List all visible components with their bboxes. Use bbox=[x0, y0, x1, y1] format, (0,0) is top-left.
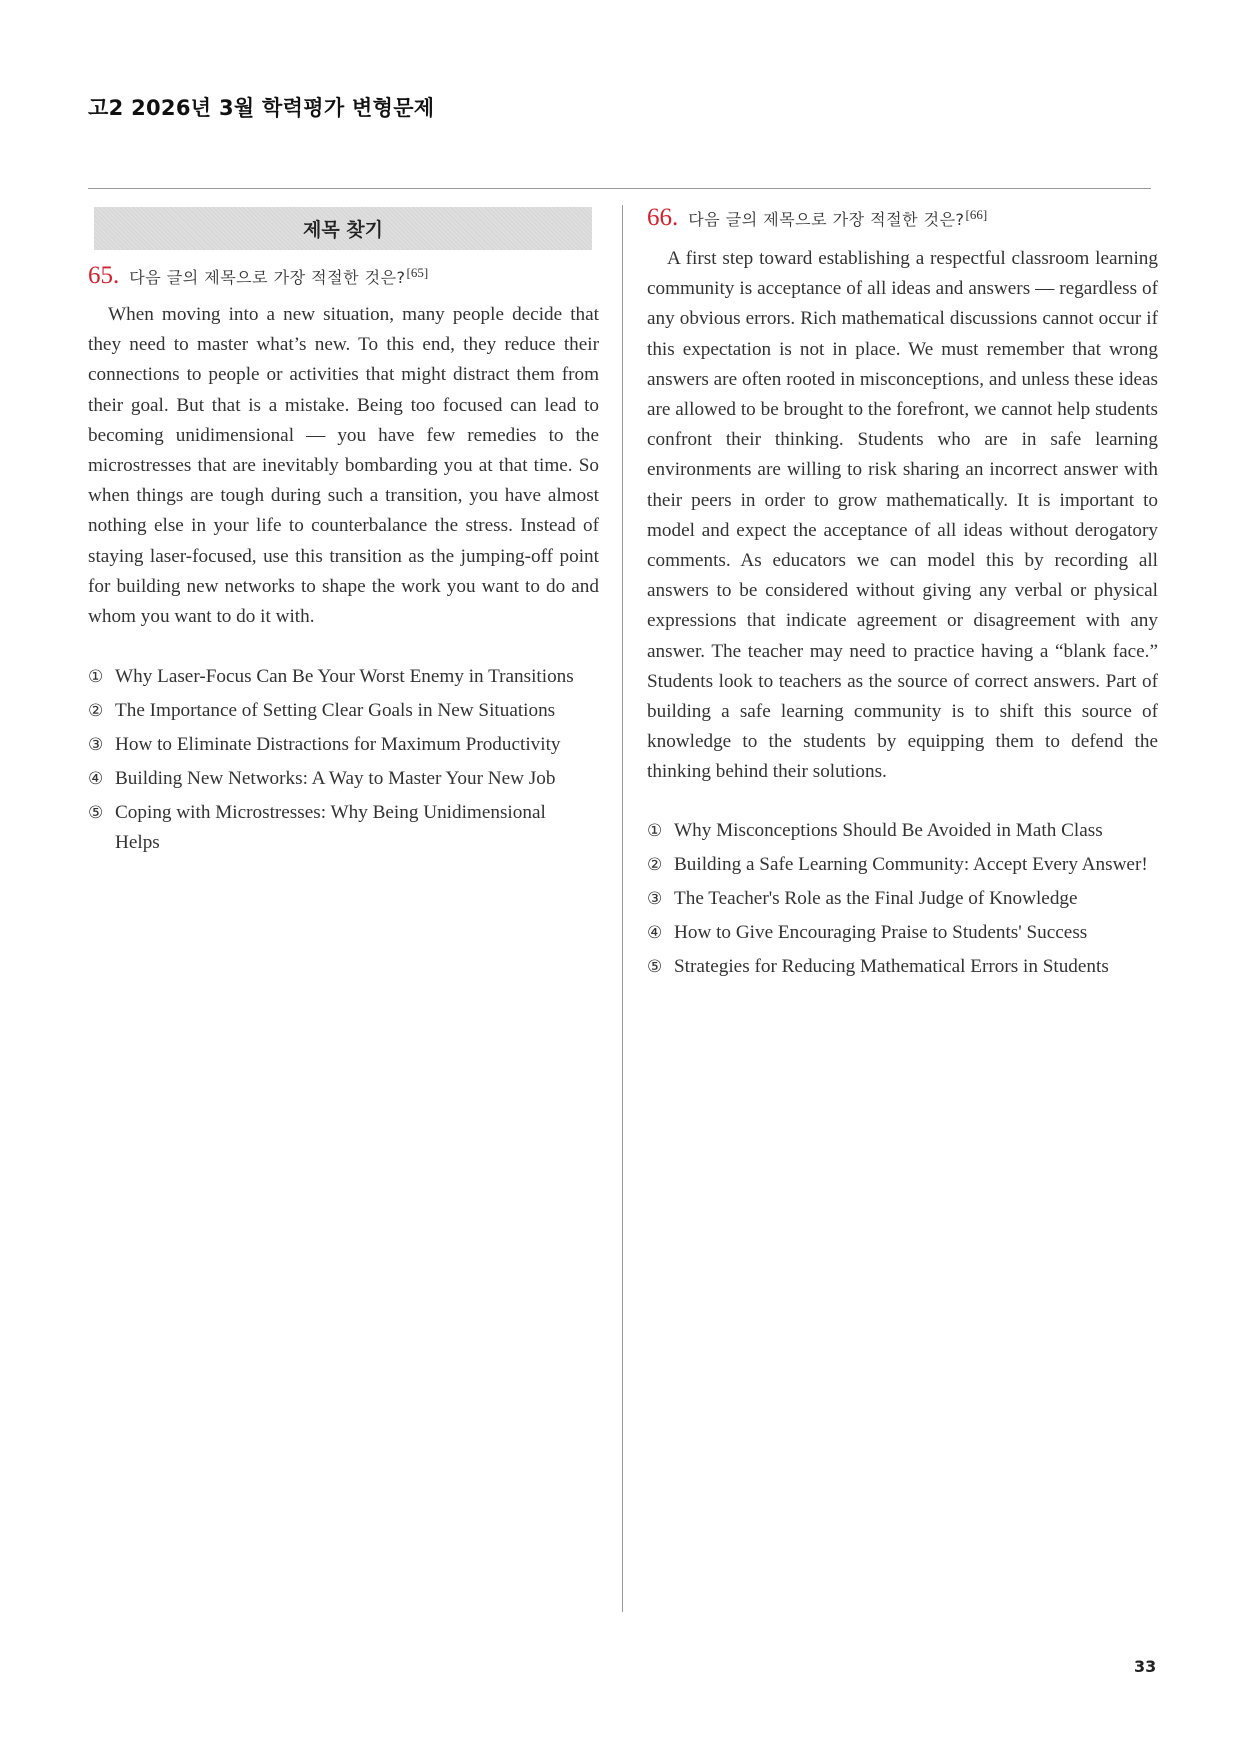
answer-option-1[interactable] bbox=[88, 662, 599, 692]
option-marker: ③ bbox=[647, 888, 663, 909]
answer-option-3[interactable] bbox=[88, 730, 599, 760]
option-text: Strategies for Reducing Mathematical Errors in Students bbox=[674, 955, 1109, 977]
question-reference: [65] bbox=[406, 265, 429, 280]
option-marker: ④ bbox=[88, 769, 104, 790]
option-text: Building New Networks: A Way to Master Your New Job bbox=[115, 768, 556, 790]
option-marker: ⑤ bbox=[647, 956, 663, 977]
answer-options bbox=[647, 816, 1158, 982]
page-header-title: 고2 2026년 3월 학력평가 변형문제 bbox=[88, 96, 435, 120]
header-divider bbox=[88, 188, 1151, 189]
answer-option-2[interactable] bbox=[647, 850, 1158, 880]
answer-options bbox=[88, 662, 599, 858]
answer-option-5[interactable] bbox=[88, 798, 599, 858]
option-marker: ② bbox=[647, 854, 663, 875]
answer-option-1[interactable] bbox=[647, 816, 1158, 846]
passage: When moving into a new situation, many people decide that they need to master what’s new. To this end, they reduce their connections to people or activities that might distract them from their goal. But that is a mistake. Being too focused can lead to becoming unidimensional — you have few remedies to the microstresses that are inevitably bombarding you at that time. So when things are tough during such a transition, you have almost nothing else in your life to counterbalance the stress. Instead of staying laser-focused, use this transition as the jumping-off point for building new networks to shape the work you want to do and whom you want to do it with. bbox=[88, 304, 599, 628]
option-text: How to Give Encouraging Praise to Students' Success bbox=[674, 921, 1088, 943]
question-prompt: 다음 글의 제목으로 가장 적절한 것은? bbox=[688, 210, 965, 229]
option-text: The Teacher's Role as the Final Judge of Knowledge bbox=[674, 887, 1078, 909]
answer-option-5[interactable] bbox=[647, 952, 1158, 982]
answer-option-2[interactable] bbox=[88, 696, 599, 726]
option-text: Building a Safe Learning Community: Accept Every Answer! bbox=[674, 853, 1148, 875]
answer-option-3[interactable] bbox=[647, 884, 1158, 914]
option-marker: ③ bbox=[88, 735, 104, 756]
page-number: 33 bbox=[1134, 1657, 1157, 1676]
question-header bbox=[647, 204, 1158, 238]
option-marker: ① bbox=[88, 667, 104, 688]
option-text: How to Eliminate Distractions for Maximum Productivity bbox=[115, 734, 561, 756]
question-number: 66. bbox=[647, 204, 679, 231]
option-text: The Importance of Setting Clear Goals in New Situations bbox=[115, 700, 556, 722]
option-text: Why Misconceptions Should Be Avoided in Math Class bbox=[674, 819, 1103, 841]
question-65 bbox=[88, 262, 599, 862]
option-marker: ② bbox=[88, 701, 104, 722]
question-prompt: 다음 글의 제목으로 가장 적절한 것은? bbox=[129, 268, 406, 287]
option-text: Coping with Microstresses: Why Being Unidimensional Helps bbox=[115, 802, 546, 854]
question-header bbox=[88, 262, 599, 296]
passage: A first step toward establishing a respectful classroom learning community is acceptance of all ideas and answers — regardless of any obvious errors. Rich mathematical discussions cannot occur if this expectation is not in place. We must remember that wrong answers are often rooted in misconceptions, and unless these ideas are allowed to be brought to the forefront, we cannot help students confront their thinking. Students who are in safe learning environments are willing to risk sharing an incorrect answer with their peers in order to grow mathematically. It is important to model and expect the acceptance of all ideas without derogatory comments. As educators we can model this by recording all answers to be considered without giving any verbal or physical expressions that indicate agreement or disagreement with any answer. The teacher may need to practice having a “blank face.” Students look to teachers as the source of correct answers. Part of building a safe learning community is to shift this source of knowledge to the students by equipping them to defend the thinking behind their solutions. bbox=[647, 248, 1158, 783]
option-marker: ⑤ bbox=[88, 803, 104, 824]
question-reference: [66] bbox=[965, 207, 988, 222]
answer-option-4[interactable] bbox=[88, 764, 599, 794]
question-number: 65. bbox=[88, 262, 120, 289]
column-divider bbox=[622, 205, 623, 1612]
question-66 bbox=[647, 204, 1158, 986]
option-text: Why Laser-Focus Can Be Your Worst Enemy in Transitions bbox=[115, 666, 574, 688]
answer-option-4[interactable] bbox=[647, 918, 1158, 948]
section-banner: 제목 찾기 bbox=[94, 207, 592, 250]
option-marker: ④ bbox=[647, 922, 663, 943]
option-marker: ① bbox=[647, 820, 663, 841]
